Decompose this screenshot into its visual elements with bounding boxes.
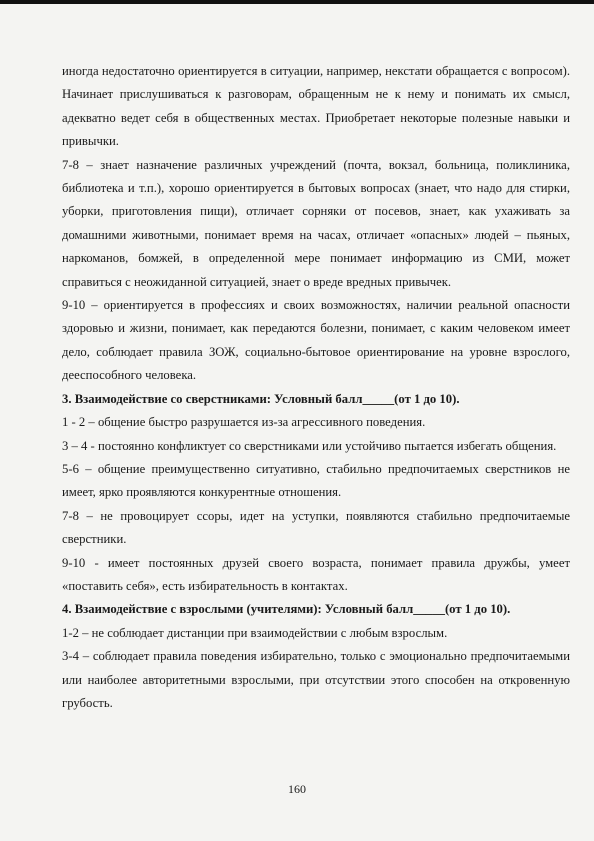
section-heading: 4. Взаимодействие с взрослыми (учителями): Условный балл_____(от 1 до 10). — [62, 602, 511, 617]
page-number: 160 — [288, 782, 306, 796]
scan-top-edge — [0, 0, 594, 4]
paragraph: 1-2 – не соблюдает дистанции при взаимодействии с любым взрослым. — [62, 625, 448, 640]
paragraph: 1 - 2 – общение быстро разрушается из-за агрессивного поведения. — [62, 415, 426, 430]
paragraph: 5-6 – общение преимущественно ситуативно, стабильно предпочитаемых сверстников не имеет, ярко проявляются конкурентные отношения. — [62, 461, 570, 500]
paragraph: 3 – 4 - постоянно конфликтует со сверстниками или устойчиво пытается избегать общения. — [62, 438, 557, 453]
paragraph: иногда недостаточно ориентируется в ситуации, например, некстати обращается с вопросом). Начинает прислушиваться к разговорам, обращенным не к нему и понимать их смысл, адекватно ведет себя в общественных местах. Приобретает некоторые полезные навыки и привычки. — [62, 64, 570, 149]
paragraph: 9-10 – ориентируется в профессиях и своих возможностях, наличии реальной опасности здоровью и жизни, понимает, как передаются болезни, понимает, с каким человеком имеет дело, соблюдает правила ЗОЖ, социально-бытовое ориентирование на уровне взрослого, дееспособного человека. — [62, 298, 570, 383]
paragraph: 7-8 – знает назначение различных учреждений (почта, вокзал, больница, поликлиника, библиотека и т.п.), хорошо ориентируется в бытовых вопросах (знает, что надо для стирки, уборки, приготовления пищи), отличает сорняки от посевов, знает, как ухаживать за домашними животными, понимает время на часах, отличает «опасных» людей – пьяных, наркоманов, бомжей, в определенной мере понимает информацию из СМИ, может справиться с неожиданной ситуацией, знает о вреде вредных привычек. — [62, 157, 570, 289]
document-body — [62, 60, 570, 715]
paragraph: 3-4 – соблюдает правила поведения избирательно, только с эмоционально предпочитаемыми или наиболее авторитетными взрослыми, при отсутствии этого способен на откровенную грубость. — [62, 649, 570, 710]
paragraph: 9-10 - имеет постоянных друзей своего возраста, понимает правила дружбы, умеет «поставить себя», есть избирательность в контактах. — [62, 555, 570, 593]
paragraph: 7-8 – не провоцирует ссоры, идет на уступки, появляются стабильно предпочитаемые сверстники. — [62, 508, 570, 547]
section-heading: 3. Взаимодействие со сверстниками: Условный балл_____(от 1 до 10). — [62, 391, 460, 406]
